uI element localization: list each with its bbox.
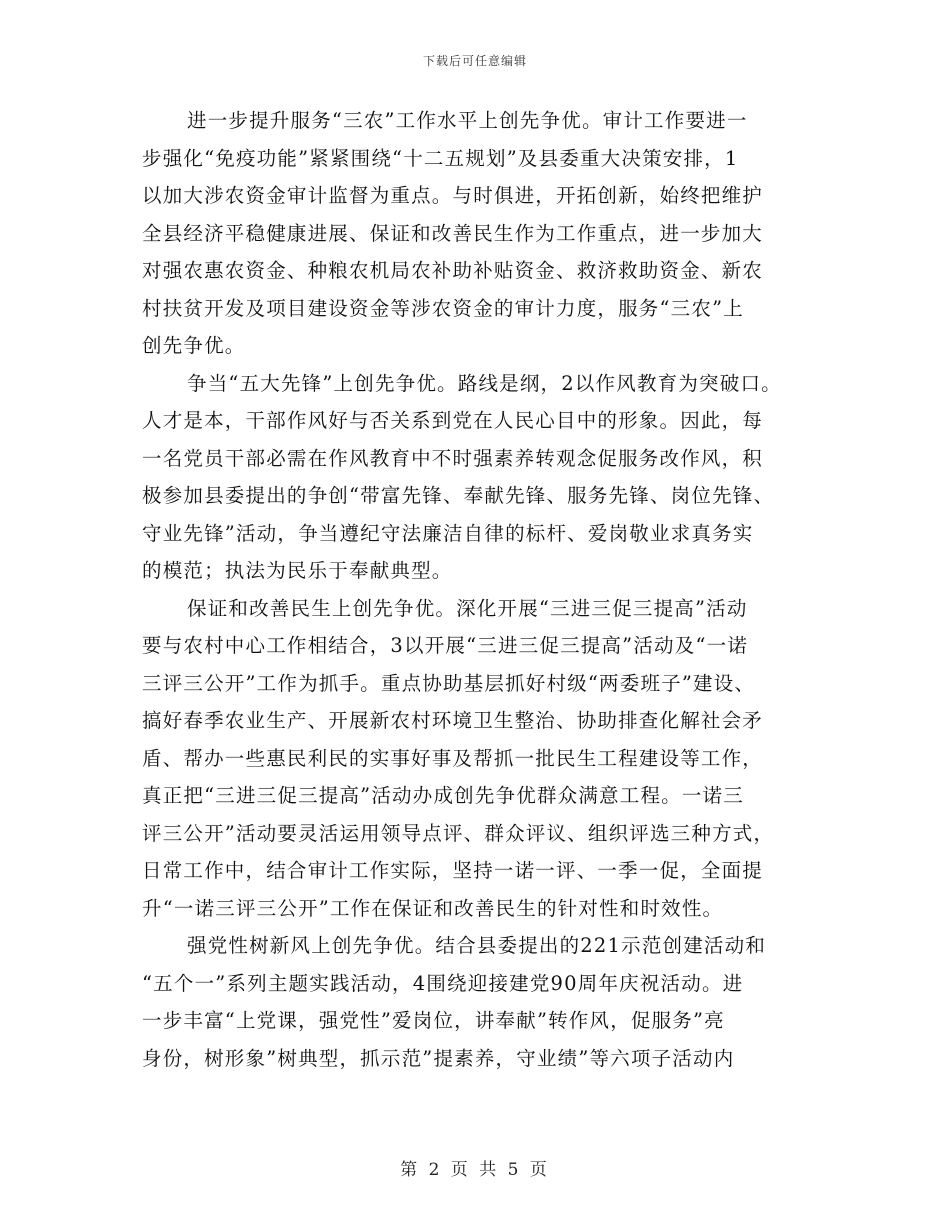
text-line: 一步丰富“上党课，强党性”爱岗位，讲奉献”转作风，促服务”亮 [142,1009,725,1032]
paragraph [142,927,822,1077]
document-body [142,102,822,1077]
text-line: 极参加县委提出的争创“带富先锋、奉献先锋、服务先锋、岗位先锋、 [142,484,775,507]
text-line: 日常工作中，结合审计工作实际，坚持一诺一评、一季一促，全面提 [142,859,764,882]
text-line: 以加大涉农资金审计监督为重点。与时俱进，开拓创新，始终把维护 [142,184,764,207]
paragraph [142,590,822,928]
text-line: 要与农村中心工作相结合，3以开展“三进三促三提高”活动及“一诺 [142,634,749,657]
text-line: 争当“五大先锋”上创先争优。路线是纲，2以作风教育为突破口。 [187,371,782,395]
page-header-note: 下载后可任意编辑 [422,54,527,68]
text-line: 升“一诺三评三公开”工作在保证和改善民生的针对性和时效性。 [142,896,724,920]
text-line: 步强化“免疫功能”紧紧围绕“十二五规划”及县委重大决策安排，1 [142,146,739,170]
text-line: 身份，树形象”树典型，抓示范”提素养，守业绩”等六项子活动内 [142,1046,735,1070]
text-line: 人才是本，干部作风好与否关系到党在人民心目中的形象。因此，每 [142,409,764,432]
text-line: 保证和改善民生上创先争优。深化开展“三进三促三提高”活动 [187,596,748,620]
text-line: 进一步提升服务“三农”工作水平上创先争优。审计工作要进一 [187,109,748,132]
text-line: 对强农惠农资金、种粮农机局农补助补贴资金、救济救助资金、新农 [142,259,764,282]
text-line: 创先争优。 [142,334,246,357]
text-line: 强党性树新风上创先争优。结合县委提出的221示范创建活动和 [187,934,767,957]
text-line: 评三公开”活动要灵活运用领导点评、群众评议、组织评选三种方式， [142,821,775,845]
text-line: 真正把“三进三促三提高”活动办成创先争优群众满意工程。一诺三 [142,784,744,807]
text-line: 搞好春季农业生产、开展新农村环境卫生整治、协助排查化解社会矛 [142,709,764,732]
text-line: “五个一”系列主题实践活动，4围绕迎接建党90周年庆祝活动。进 [142,971,744,995]
text-line: 三评三公开”工作为抓手。重点协助基层抓好村级“两委班子”建设、 [142,671,756,695]
text-line: 盾、帮办一些惠民利民的实事好事及帮抓一批民生工程建设等工作， [142,746,764,770]
text-line: 村扶贫开发及项目建设资金等涉农资金的审计力度，服务“三农”上 [142,296,744,320]
text-line: 一名党员干部必需在作风教育中不时强素养转观念促服务改作风，积 [142,446,764,470]
text-line: 的模范；执法为民乐于奉献典型。 [142,559,453,582]
paragraph [142,102,822,365]
paragraph [142,365,822,590]
page-number: 第 2 页 共 5 页 [400,1160,550,1180]
text-line: 守业先锋”活动，争当遵纪守法廉洁自律的标杆、爱岗敬业求真务实 [142,521,754,545]
text-line: 全县经济平稳健康进展、保证和改善民生作为工作重点，进一步加大 [142,221,764,245]
